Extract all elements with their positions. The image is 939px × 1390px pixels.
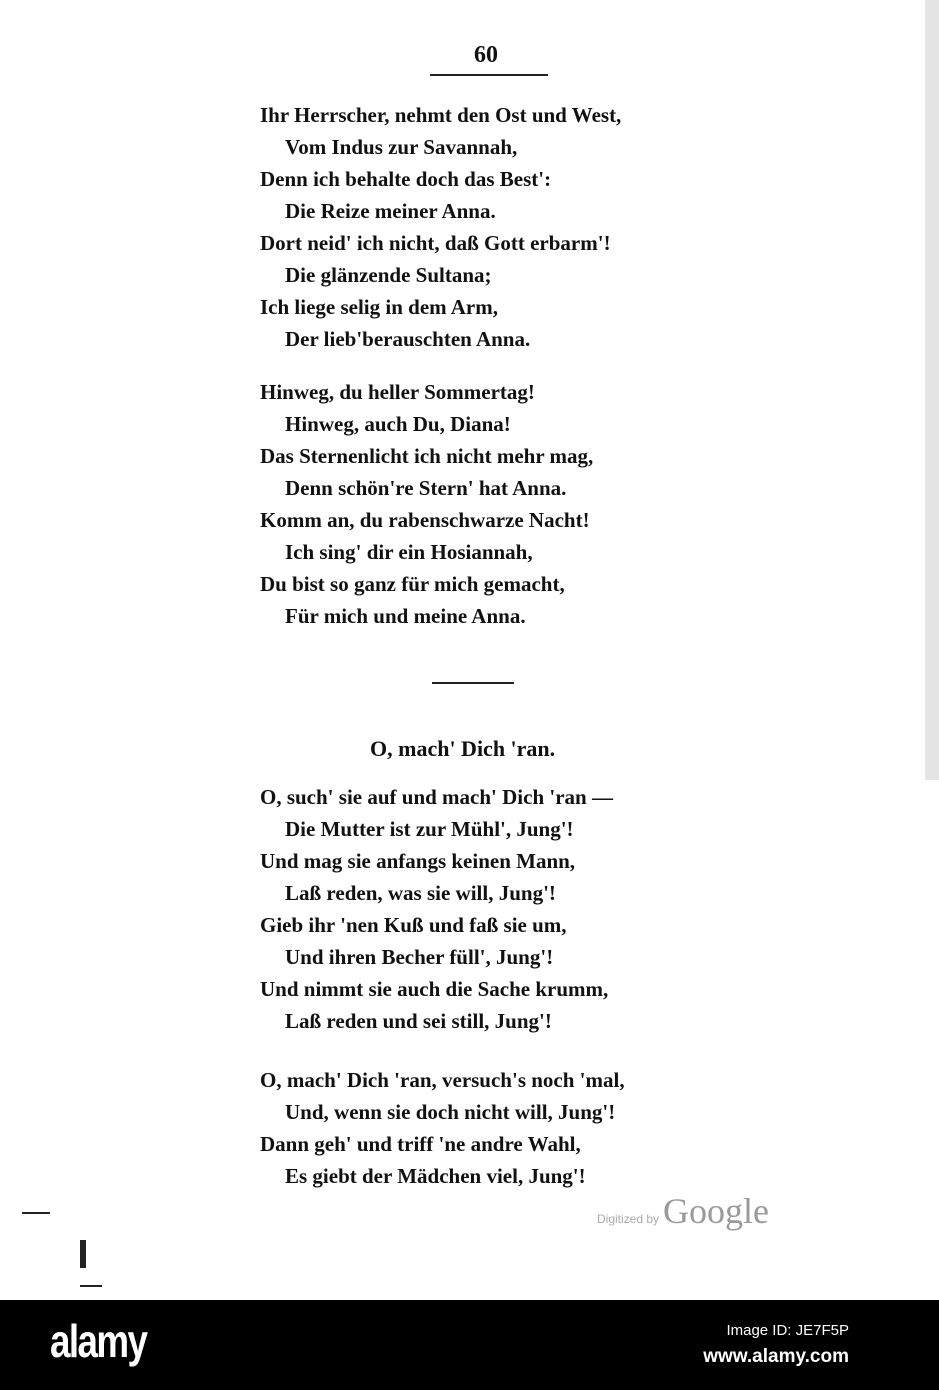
- verse-line: Du bist so ganz für mich gemacht,: [260, 572, 565, 596]
- header-rule: [430, 74, 548, 76]
- verse-line: Für mich und meine Anna.: [285, 604, 526, 628]
- verse-line: Die glänzende Sultana;: [285, 263, 492, 287]
- verse-line: Und nimmt sie auch die Sache krumm,: [260, 977, 609, 1001]
- alamy-logo: alamy: [50, 1315, 147, 1367]
- verse-line: Dann geh' und triff 'ne andre Wahl,: [260, 1132, 581, 1156]
- watermark-footer: [0, 1300, 939, 1390]
- scan-mark: [80, 1240, 86, 1268]
- verse-line: Und mag sie anfangs keinen Mann,: [260, 849, 576, 873]
- verse-line: Vom Indus zur Savannah,: [285, 135, 518, 159]
- verse-line: Ich sing' dir ein Hosiannah,: [285, 540, 533, 564]
- page-number: 60: [474, 42, 498, 68]
- verse-line: Der lieb'berauschten Anna.: [285, 327, 531, 351]
- scan-mark: [80, 1285, 102, 1287]
- verse-line: Und, wenn sie doch nicht will, Jung'!: [285, 1100, 616, 1124]
- verse-line: Ihr Herrscher, nehmt den Ost und West,: [260, 103, 622, 127]
- digitized-by-google: [597, 1190, 769, 1232]
- verse-line: Denn schön're Stern' hat Anna.: [285, 476, 567, 500]
- poem-title: O, mach' Dich 'ran.: [370, 736, 556, 761]
- verse-line: Die Reize meiner Anna.: [285, 199, 496, 223]
- site-url[interactable]: www.alamy.com: [703, 1346, 849, 1367]
- section-divider: [432, 682, 514, 684]
- verse-line: Die Mutter ist zur Mühl', Jung'!: [285, 817, 574, 841]
- verse-line: Ich liege selig in dem Arm,: [260, 295, 498, 319]
- google-logo: Google: [663, 1191, 770, 1231]
- verse-line: Laß reden und sei still, Jung'!: [285, 1009, 552, 1033]
- verse-line: Hinweg, du heller Sommertag!: [260, 380, 535, 404]
- verse-line: O, mach' Dich 'ran, versuch's noch 'mal,: [260, 1068, 625, 1092]
- verse-line: Denn ich behalte doch das Best':: [260, 167, 552, 191]
- scan-mark: [22, 1212, 50, 1214]
- image-id: Image ID: JE7F5P: [726, 1322, 849, 1339]
- verse-line: Und ihren Becher füll', Jung'!: [285, 945, 554, 969]
- verse-line: Dort neid' ich nicht, daß Gott erbarm'!: [260, 231, 611, 255]
- verse-line: Es giebt der Mädchen viel, Jung'!: [285, 1164, 586, 1188]
- scan-edge: [925, 0, 939, 780]
- verse-line: Hinweg, auch Du, Diana!: [285, 412, 511, 436]
- digitized-label: Digitized by: [597, 1212, 660, 1226]
- verse-line: Das Sternenlicht ich nicht mehr mag,: [260, 444, 594, 468]
- verse-line: Laß reden, was sie will, Jung'!: [285, 881, 556, 905]
- verse-line: Komm an, du rabenschwarze Nacht!: [260, 508, 590, 532]
- verse-line: O, such' sie auf und mach' Dich 'ran —: [260, 785, 613, 809]
- verse-line: Gieb ihr 'nen Kuß und faß sie um,: [260, 913, 567, 937]
